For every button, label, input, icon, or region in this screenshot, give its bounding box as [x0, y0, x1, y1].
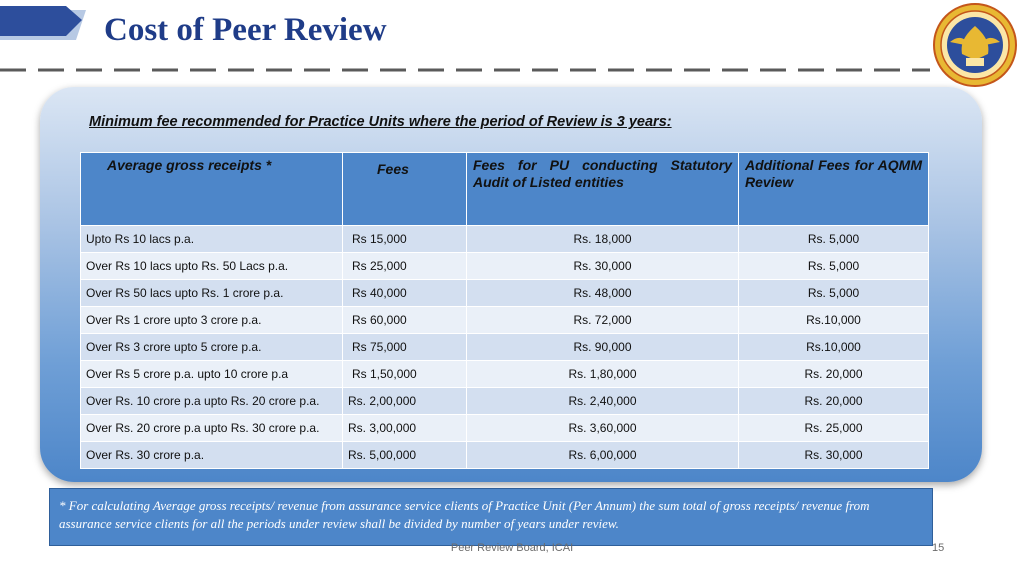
listed-fees-cell: Rs. 6,00,000 [467, 442, 739, 469]
fee-table [80, 152, 929, 469]
aqmm-fees-cell: Rs. 20,000 [739, 388, 929, 415]
table-row [81, 388, 929, 415]
table-row [81, 307, 929, 334]
fees-cell: Rs 60,000 [343, 307, 467, 334]
header-fees: Fees [343, 153, 467, 226]
listed-fees-cell: Rs. 72,000 [467, 307, 739, 334]
fees-cell: Rs 40,000 [343, 280, 467, 307]
table-row [81, 226, 929, 253]
page-number: 15 [932, 542, 945, 554]
table-row [81, 361, 929, 388]
table-header-row [81, 153, 929, 226]
corner-tab-decoration [0, 6, 92, 40]
header-additional-fees-aqmm: Additional Fees for AQMM Review [739, 153, 929, 226]
table-row [81, 442, 929, 469]
aqmm-fees-cell: Rs.10,000 [739, 334, 929, 361]
receipts-cell: Over Rs. 30 crore p.a. [81, 442, 343, 469]
fees-cell: Rs. 3,00,000 [343, 415, 467, 442]
footnote-box: * For calculating Average gross receipts/ revenue from assurance service clients of Practice Unit (Per Annum) the sum total of gross receipts/ revenue from assurance service clients for all the periods under review shall be divided by number of years under review. [49, 488, 933, 546]
table-row [81, 334, 929, 361]
receipts-cell: Over Rs 10 lacs upto Rs. 50 Lacs p.a. [81, 253, 343, 280]
listed-fees-cell: Rs. 48,000 [467, 280, 739, 307]
fees-cell: Rs. 2,00,000 [343, 388, 467, 415]
listed-fees-cell: Rs. 2,40,000 [467, 388, 739, 415]
fees-cell: Rs. 5,00,000 [343, 442, 467, 469]
listed-fees-cell: Rs. 18,000 [467, 226, 739, 253]
receipts-cell: Over Rs 50 lacs upto Rs. 1 crore p.a. [81, 280, 343, 307]
fees-cell: Rs 1,50,000 [343, 361, 467, 388]
aqmm-fees-cell: Rs.10,000 [739, 307, 929, 334]
header-fees-listed-entities: Fees for PU conducting Statutory Audit of Listed entities [467, 153, 739, 226]
dashed-divider [0, 66, 930, 74]
receipts-cell: Over Rs 5 crore p.a. upto 10 crore p.a [81, 361, 343, 388]
fees-cell: Rs 75,000 [343, 334, 467, 361]
header-average-gross-receipts: Average gross receipts * [81, 153, 343, 226]
table-row [81, 253, 929, 280]
receipts-cell: Upto Rs 10 lacs p.a. [81, 226, 343, 253]
aqmm-fees-cell: Rs. 5,000 [739, 280, 929, 307]
aqmm-fees-cell: Rs. 30,000 [739, 442, 929, 469]
page-title: Cost of Peer Review [104, 12, 387, 48]
table-row [81, 415, 929, 442]
listed-fees-cell: Rs. 30,000 [467, 253, 739, 280]
receipts-cell: Over Rs. 20 crore p.a upto Rs. 30 crore p.a. [81, 415, 343, 442]
footer-text: Peer Review Board, ICAI [450, 542, 574, 554]
aqmm-fees-cell: Rs. 5,000 [739, 226, 929, 253]
aqmm-fees-cell: Rs. 20,000 [739, 361, 929, 388]
subtitle: Minimum fee recommended for Practice Units where the period of Review is 3 years: [89, 114, 672, 130]
aqmm-fees-cell: Rs. 25,000 [739, 415, 929, 442]
listed-fees-cell: Rs. 3,60,000 [467, 415, 739, 442]
listed-fees-cell: Rs. 90,000 [467, 334, 739, 361]
receipts-cell: Over Rs. 10 crore p.a upto Rs. 20 crore p.a. [81, 388, 343, 415]
receipts-cell: Over Rs 1 crore upto 3 crore p.a. [81, 307, 343, 334]
aqmm-fees-cell: Rs. 5,000 [739, 253, 929, 280]
listed-fees-cell: Rs. 1,80,000 [467, 361, 739, 388]
table-row [81, 280, 929, 307]
receipts-cell: Over Rs 3 crore upto 5 crore p.a. [81, 334, 343, 361]
icai-emblem-icon [926, 2, 1024, 88]
fees-cell: Rs 15,000 [343, 226, 467, 253]
fees-cell: Rs 25,000 [343, 253, 467, 280]
